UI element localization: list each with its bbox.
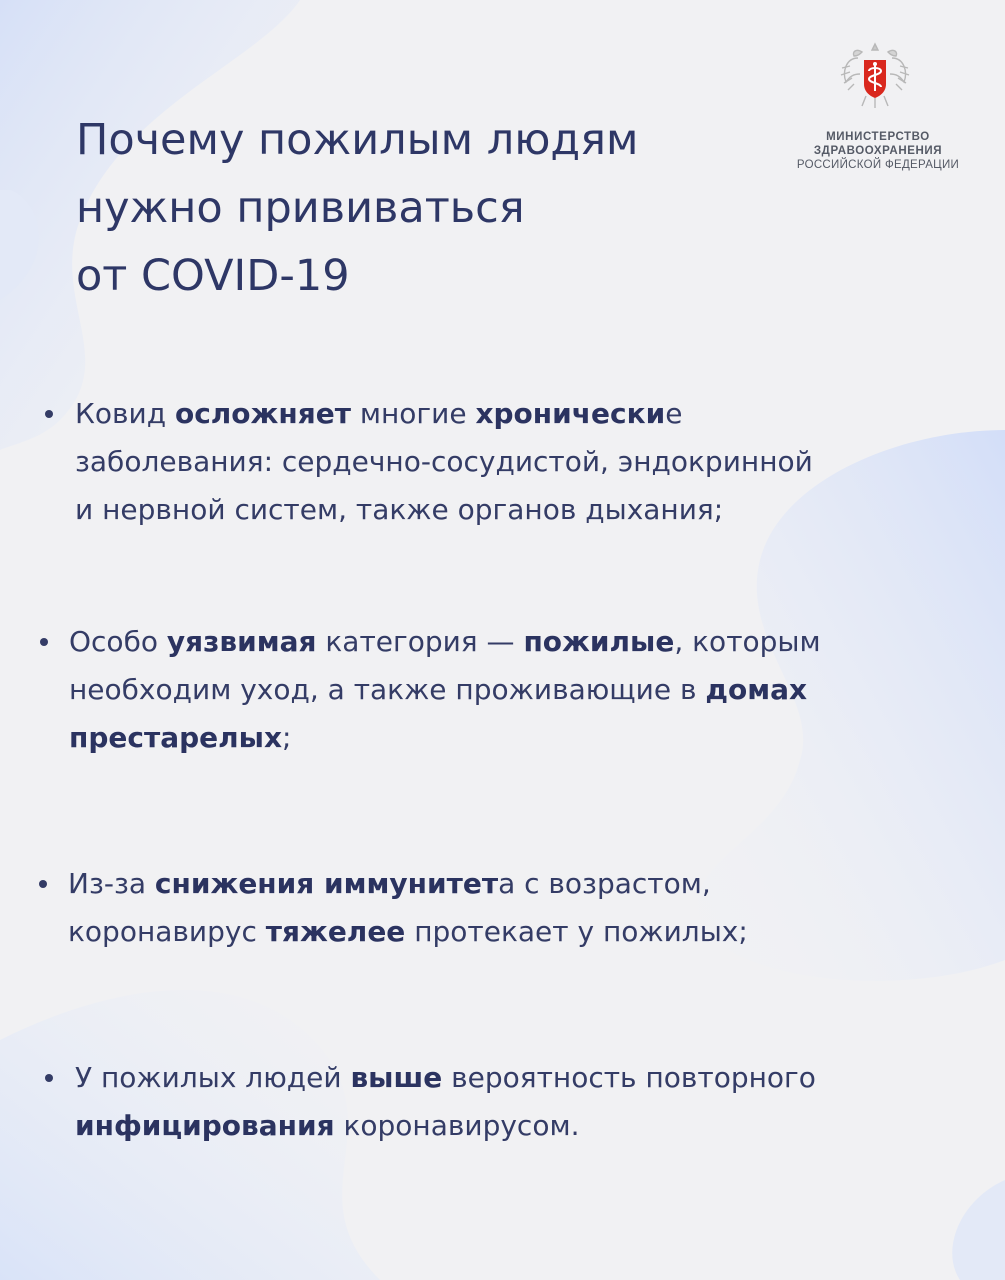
title-line-2: нужно прививаться <box>76 183 525 233</box>
ministry-line-2: ЗДРАВООХРАНЕНИЯ <box>813 145 943 157</box>
body-text: протекает у пожилых; <box>405 915 748 948</box>
emphasis-text: снижения иммунитет <box>154 867 499 900</box>
bullet-item-4 <box>45 1054 816 1150</box>
emphasis-text: пожилые <box>523 625 675 658</box>
body-text: коронавирусом. <box>334 1109 580 1142</box>
body-text: У пожилых людей <box>75 1061 351 1094</box>
blob-bottom-right <box>952 1180 1005 1280</box>
bullet-item-1 <box>45 390 813 534</box>
emphasis-text: уязвимая <box>166 625 317 658</box>
bullet-line <box>69 666 821 714</box>
ministry-line-3: РОССИЙСКОЙ ФЕДЕРАЦИИ <box>796 159 960 171</box>
emphasis-text: домах <box>705 673 808 706</box>
body-text: заболевания: сердечно-сосудистой, эндокринной <box>75 445 813 478</box>
bullet-dot-icon <box>45 1074 53 1082</box>
emphasis-text: выше <box>350 1061 443 1094</box>
bullet-item-3 <box>39 860 748 956</box>
bullet-dot-icon <box>40 638 48 646</box>
bullet-line <box>75 1102 816 1150</box>
body-text: и нервной систем, также органов дыхания; <box>75 493 724 526</box>
body-text: коронавирус <box>68 915 266 948</box>
bullet-line <box>69 714 821 762</box>
emphasis-text: тяжелее <box>265 915 406 948</box>
bullet-text <box>75 1054 816 1150</box>
bullet-text <box>69 618 821 762</box>
title-line-3: от COVID-19 <box>76 251 350 301</box>
body-text: Ковид <box>75 397 175 430</box>
body-text: категория — <box>316 625 524 658</box>
ministry-name <box>770 130 986 172</box>
bullet-dot-icon <box>39 880 47 888</box>
bullet-text <box>68 860 748 956</box>
bullet-item-2 <box>40 618 821 762</box>
emphasis-text: хронически <box>475 397 666 430</box>
body-text: многие <box>350 397 476 430</box>
emphasis-text: престарелых <box>69 721 283 754</box>
bullet-dot-icon <box>45 410 53 418</box>
body-text: вероятность повторного <box>442 1061 816 1094</box>
bullet-line <box>68 860 748 908</box>
body-text: необходим уход, а также проживающие в <box>69 673 706 706</box>
body-text: ; <box>282 721 292 754</box>
bullet-line <box>75 1054 816 1102</box>
body-text: Особо <box>69 625 167 658</box>
body-text: , которым <box>674 625 821 658</box>
bullet-line <box>75 486 813 534</box>
body-text: а с возрастом, <box>498 867 711 900</box>
double-headed-eagle-emblem-icon <box>838 38 912 112</box>
bullet-line <box>69 618 821 666</box>
bullet-text <box>75 390 813 534</box>
title-line-1: Почему пожилым людям <box>76 115 639 165</box>
emphasis-text: инфицирования <box>75 1109 335 1142</box>
emphasis-text: осложняет <box>174 397 351 430</box>
body-text: е <box>665 397 683 430</box>
bullet-line <box>68 908 748 956</box>
ministry-line-1: МИНИСТЕРСТВО <box>826 131 930 143</box>
bullet-line <box>75 390 813 438</box>
bullet-line <box>75 438 813 486</box>
body-text: Из-за <box>68 867 155 900</box>
page-title <box>76 106 776 310</box>
